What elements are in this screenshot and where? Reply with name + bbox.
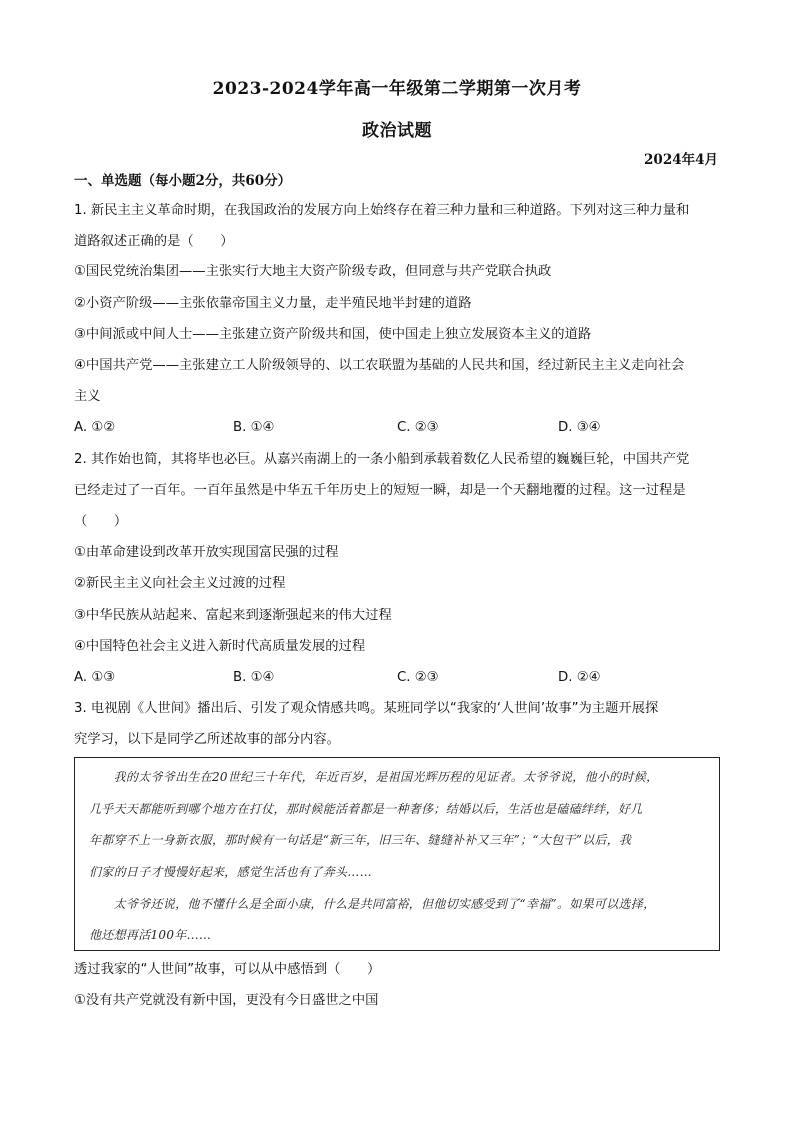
q2-stem-line2: 已经走过了一百年。一百年虽然是中华五千年历史上的短短一瞬，却是一个天翻地覆的过程。这一过程是 bbox=[74, 483, 686, 498]
q3-stem-line1: 3. 电视剧《人世间》播出后、引发了观众情感共鸣。某班同学以“我家的‘人世间’故事”为主题开展探 bbox=[74, 701, 659, 716]
q1-statement-1: ①国民党统治集团——主张实行大地主大资产阶级专政，但同意与共产党联合执政 bbox=[74, 264, 552, 279]
exam-title: 2023-2024学年高一年级第二学期第一次月考 bbox=[212, 79, 582, 99]
q2-option-d[interactable]: D. ②④ bbox=[558, 670, 601, 685]
q1-option-b[interactable]: B. ①④ bbox=[233, 420, 275, 435]
subject-title: 政治试题 bbox=[362, 121, 432, 141]
q2-option-b[interactable]: B. ①④ bbox=[233, 670, 275, 685]
q2-stem-line1: 2. 其作始也简，其将毕也必巨。从嘉兴南湖上的一条小船到承载着数亿人民希望的巍巍巨轮，中国共产党 bbox=[74, 452, 690, 467]
q2-option-a[interactable]: A. ①③ bbox=[74, 670, 116, 685]
q2-stem-line3: （ ） bbox=[74, 514, 128, 529]
q2-statement-1: ①由革命建设到改革开放实现国富民强的过程 bbox=[74, 545, 339, 560]
q3-statement-1: ①没有共产党就没有新中国，更没有今日盛世之中国 bbox=[74, 993, 379, 1008]
q2-statement-4: ④中国特色社会主义进入新时代高质量发展的过程 bbox=[74, 639, 366, 654]
story-line-5: 太爷爷还说，他不懂什么是全面小康，什么是共同富裕，但他切实感受到了“幸福”。如果可以选择， bbox=[89, 897, 656, 911]
q2-statement-2: ②新民主主义向社会主义过渡的过程 bbox=[74, 576, 286, 591]
story-line-3: 年都穿不上一身新衣服，那时候有一句话是“新三年，旧三年、缝缝补补又三年”；“大包干”以后，我 bbox=[89, 833, 632, 847]
q1-option-d[interactable]: D. ③④ bbox=[558, 420, 601, 435]
q2-statement-3: ③中华民族从站起来、富起来到逐渐强起来的伟大过程 bbox=[74, 608, 392, 623]
q1-statement-4-line2: 主义 bbox=[74, 389, 101, 404]
story-line-2: 几乎天天都能听到哪个地方在打仗，那时候能活着都是一种奢侈；结婚以后，生活也是磕磕绊绊，好几 bbox=[89, 802, 643, 816]
story-line-6: 他还想再活100年…… bbox=[89, 928, 212, 942]
q1-option-a[interactable]: A. ①② bbox=[74, 420, 116, 435]
q1-statement-3: ③中间派或中间人士——主张建立资产阶级共和国，使中国走上独立发展资本主义的道路 bbox=[74, 327, 592, 342]
story-box bbox=[74, 757, 720, 951]
q3-prompt: 透过我家的“人世间”故事，可以从中感悟到（ ） bbox=[74, 962, 381, 977]
q1-statement-2: ②小资产阶级——主张依靠帝国主义力量，走半殖民地半封建的道路 bbox=[74, 296, 472, 311]
story-line-4: 们家的日子才慢慢好起来，感觉生活也有了奔头…… bbox=[89, 865, 372, 879]
q2-option-c[interactable]: C. ②③ bbox=[397, 670, 439, 685]
q1-statement-4-line1: ④中国共产党——主张建立工人阶级领导的、以工农联盟为基础的人民共和国，经过新民主主义走向社会 bbox=[74, 358, 685, 373]
q3-stem-line2: 究学习，以下是同学乙所述故事的部分内容。 bbox=[74, 732, 340, 747]
q1-stem-line1: 1. 新民主主义革命时期，在我国政治的发展方向上始终存在着三种力量和三种道路。下列对这三种力量和 bbox=[74, 203, 690, 218]
q1-option-c[interactable]: C. ②③ bbox=[397, 420, 439, 435]
section-heading: 一、单选题（每小题2分，共60分） bbox=[74, 173, 292, 189]
story-line-1: 我的太爷爷出生在20世纪三十年代，年近百岁，是祖国光辉历程的见证者。太爷爷说，他小的时候， bbox=[89, 770, 659, 784]
q1-stem-line2: 道路叙述正确的是（ ） bbox=[74, 234, 234, 249]
exam-date: 2024年4月 bbox=[644, 152, 718, 168]
